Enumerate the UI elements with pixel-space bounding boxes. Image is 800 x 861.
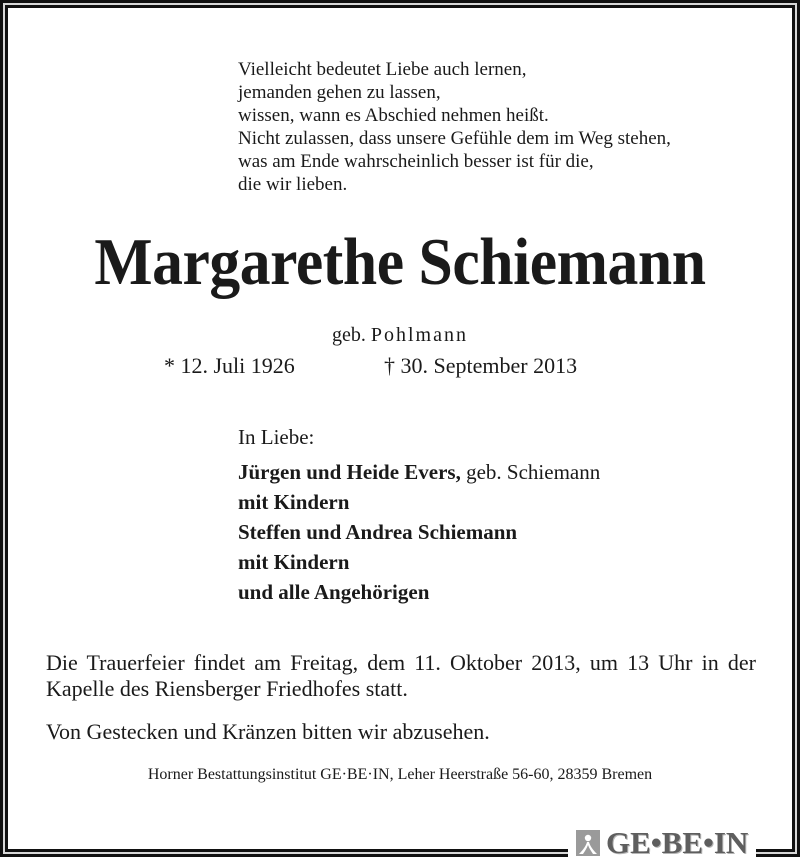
poem-line: was am Ende wahrscheinlich besser ist für die, <box>238 151 594 172</box>
family-line-bold: Steffen und Andrea Schiemann <box>238 520 518 544</box>
family-line <box>238 577 600 607</box>
poem <box>238 58 671 196</box>
flowers-note: Von Gestecken und Kränzen bitten wir abzusehen. <box>46 719 490 744</box>
family-line-bold: und alle Angehörigen <box>238 580 430 604</box>
maiden-prefix: geb. <box>331 324 366 346</box>
undertaker-info: Horner Bestattungsinstitut GE·BE·IN, Leher Heerstraße 56-60, 28359 Bremen <box>147 766 653 783</box>
poem-line: wissen, wann es Abschied nehmen heißt. <box>238 105 549 126</box>
poem-line: jemanden gehen zu lassen, <box>238 82 441 103</box>
family-line-normal: geb. Schiemann <box>460 460 601 484</box>
family-block <box>238 423 600 607</box>
family-line <box>238 457 600 487</box>
family-line <box>238 487 600 517</box>
family-line-bold: Jürgen und Heide Evers, <box>238 460 461 484</box>
family-intro: In Liebe: <box>238 425 315 449</box>
maiden-name: Pohlmann <box>370 324 468 346</box>
poem-line: Vielleicht bedeutet Liebe auch lernen, <box>238 59 527 80</box>
gebein-logo <box>568 826 756 860</box>
birth-date: * 12. Juli 1926 <box>164 353 295 378</box>
service-details: Die Trauerfeier findet am Freitag, dem 11. Oktober 2013, um 13 Uhr in der Kapelle des Riensberger Friedhofes statt. <box>46 650 756 701</box>
maiden-name-line <box>0 323 800 347</box>
poem-line: Nicht zulassen, dass unsere Gefühle dem im Weg stehen, <box>238 128 671 149</box>
family-line-bold: mit Kindern <box>238 490 350 514</box>
poem-line: die wir lieben. <box>238 174 348 195</box>
gebein-figure-icon <box>576 830 600 856</box>
death-date: † 30. September 2013 <box>384 353 578 378</box>
family-line-bold: mit Kindern <box>238 550 350 574</box>
deceased-name: Margarethe Schiemann <box>94 225 706 299</box>
family-line <box>238 547 600 577</box>
family-line <box>238 517 600 547</box>
gebein-logo-text: GE•BE•IN <box>606 825 749 860</box>
